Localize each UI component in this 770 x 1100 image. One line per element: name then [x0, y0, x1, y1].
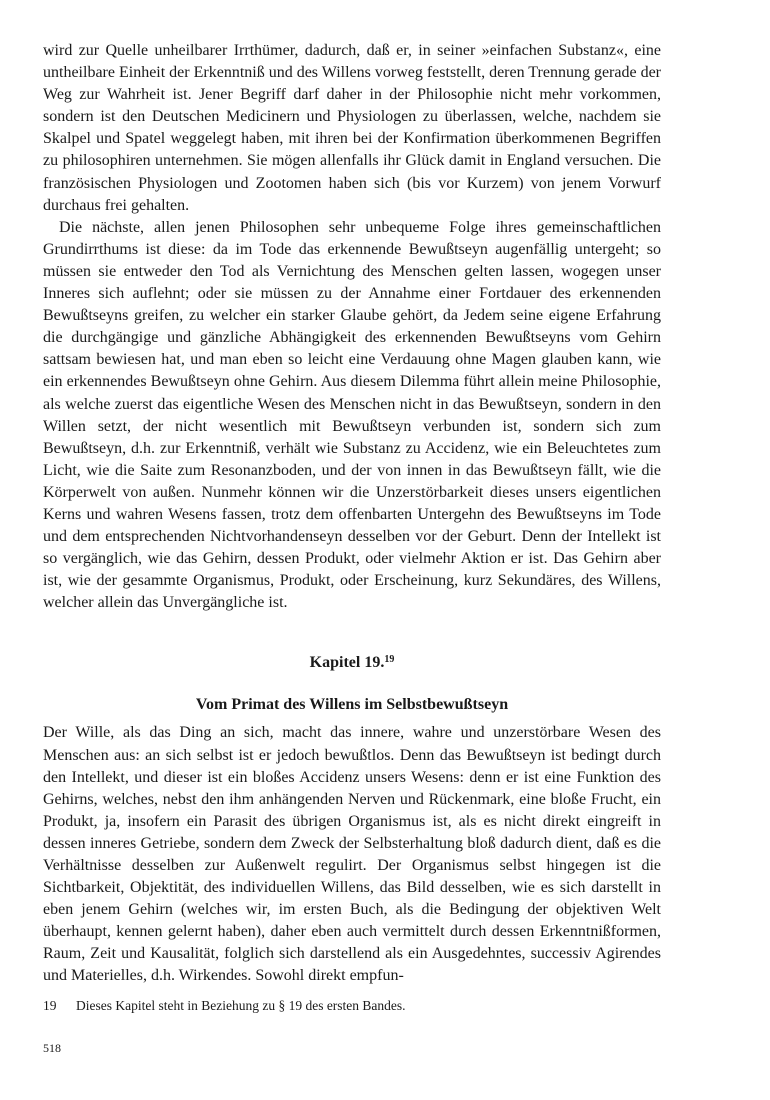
body-paragraph: wird zur Quelle unheilbarer Irrthümer, dadurch, daß er, in seiner »einfachen Substanz«, eine untheilbare Einheit der Erkenntniß und des Willens vorweg feststellt, deren Trennung gerade der Weg zur Wahrheit ist. Jener Begriff darf daher in der Philosophie nicht mehr vorkommen, sondern ist den Deutschen Medicinern und Physiologen zu überlassen, welche, nachdem sie Skalpel und Spatel weggelegt haben, mit ihren bei der Konfirmation überkommenen Begriffen zu philosophiren unternehmen. Sie mögen allenfalls ihr Glück damit in England versuchen. Die französischen Physiologen und Zootomen haben sich (bis vor Kurzem) von jenem Vorwurf durchaus frei gehalten.: [43, 42, 662, 214]
page-content: [43, 40, 661, 1015]
footnote-marker[interactable]: 19: [384, 654, 395, 666]
footnote-number: 19: [43, 997, 57, 1013]
chapter-heading: [43, 652, 661, 674]
footnote-text: Dieses Kapitel steht in Beziehung zu § 19 des ersten Bandes.: [76, 997, 406, 1013]
footnote: [43, 997, 661, 1015]
body-paragraph: Die nächste, allen jenen Philosophen sehr unbequeme Folge ihres gemeinschaftlichen Grundirrthums ist diese: da im Tode das erkennende Bewußtseyn augenfällig untergeht; so müssen sie entweder den Tod als Vernichtung des Menschen gelten lassen, wogegen unser Inneres sich auflehnt; oder sie müssen zu der Annahme einer Fortdauer des erkennenden Bewußtseyns greifen, zu welcher ein starker Glaube gehört, da Jedem seine eigene Erfahrung die durchgängige und gänzliche Abhängigkeit des erkennenden Bewußtseyns vom Gehirn sattsam bewiesen hat, und man eben so leicht eine Verdauung ohne Magen glauben kann, wie ein erkennendes Bewußtseyn ohne Gehirn. Aus diesem Dilemma führt allein meine Philosophie, als welche zuerst das eigentliche Wesen des Menschen nicht in das Bewußtseyn, sondern in den Willen setzt, der nicht wesentlich mit Bewußtseyn verbunden ist, sondern sich zum Bewußtseyn, d.h. zur Erkenntniß, verhält wie Substanz zu Accidenz, wie ein Beleuchtetes zum Licht, wie die Saite zum Resonanzboden, und der von innen in das Bewußtseyn fällt, wie die Körperwelt von außen. Nunmehr können wir die Unzerstörbarkeit dieses unsers eigentlichen Kerns und wahren Wesens fassen, trotz dem offenbarten Untergehn des Bewußtseyns im Tode und dem entsprechenden Nichtvorhandenseyn desselben vor der Geburt. Denn der Intellekt ist so vergänglich, wie das Gehirn, dessen Produkt, oder vielmehr Aktion er ist. Das Gehirn aber ist, wie der gesammte Organismus, Produkt, oder Erscheinung, kurz Sekundäres, des Willens, welcher allein das Unvergängliche ist.: [43, 218, 661, 612]
page-number: 518: [43, 1041, 61, 1055]
chapter-subheading: Vom Primat des Willens im Selbstbewußtseyn: [195, 696, 509, 714]
body-paragraph: Der Wille, als das Ding an sich, macht das innere, wahre und unzerstörbare Wesen des Menschen aus: an sich selbst ist er jedoch bewußtlos. Denn das Bewußtseyn ist bedingt durch den Intellekt, und dieser ist ein bloßes Accidenz unsers Wesens: denn er ist eine Funktion des Gehirns, welches, nebst den ihm anhängenden Nerven und Rückenmark, eine bloße Frucht, ein Produkt, ja, insofern ein Parasit des übrigen Organismus ist, als es nicht direkt eingreift in dessen inneres Getriebe, sondern dem Zweck der Selbsterhaltung bloß dadurch dient, daß es die Verhältnisse desselben zur Außenwelt regulirt. Der Organismus selbst hingegen ist die Sichtbarkeit, Objektität, des individuellen Willens, das Bild desselben, wie es sich darstellt in eben jenem Gehirn (welches wir, im ersten Buch, als die Bedingung der objektiven Welt überhaupt, kennen gelernt haben), daher eben auch vermittelt durch dessen Erkenntnißformen, Raum, Zeit und Kausalität, folglich sich darstellend als ein Ausgedehntes, successiv Agirendes und Materielles, d.h. Wirkendes. Sowohl direkt empfun-: [43, 724, 661, 985]
chapter-heading-text: Kapitel 19.: [309, 654, 385, 672]
